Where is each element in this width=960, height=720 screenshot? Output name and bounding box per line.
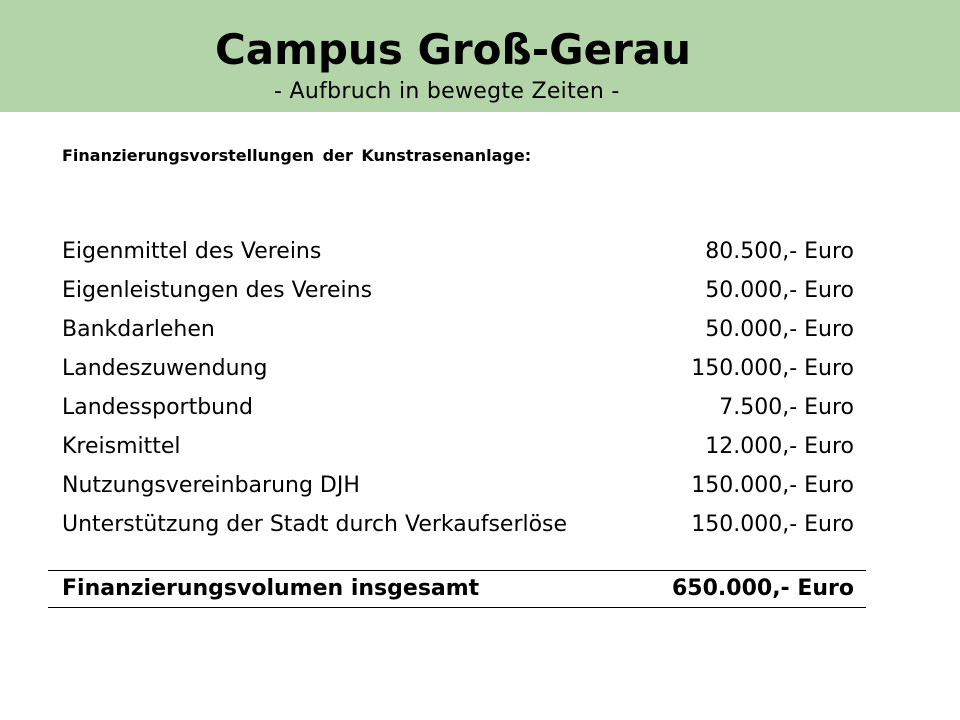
financing-row [48,427,866,466]
page-subtitle: - Aufbruch in bewegte Zeiten - [274,79,620,104]
financing-row [48,271,866,310]
row-label: Unterstützung der Stadt durch Verkaufserlöse [62,512,568,537]
financing-row [48,349,866,388]
row-label: Landeszuwendung [62,356,268,381]
total-amount: 650.000,- Euro [671,576,854,601]
page-title: Campus Groß-Gerau [214,25,692,74]
total-label: Finanzierungsvolumen insgesamt [62,576,480,601]
row-label: Eigenleistungen des Vereins [62,278,373,303]
row-amount: 150.000,- Euro [691,512,854,537]
financing-row [48,466,866,505]
row-amount: 50.000,- Euro [705,317,854,342]
row-amount: 150.000,- Euro [691,473,854,498]
row-label: Nutzungsvereinbarung DJH [62,473,360,498]
row-amount: 80.500,- Euro [705,239,854,264]
row-label: Kreismittel [62,434,181,459]
financing-row [48,388,866,427]
row-amount: 12.000,- Euro [705,434,854,459]
row-label: Eigenmittel des Vereins [62,239,322,264]
financing-row [48,310,866,349]
financing-row [48,505,866,544]
row-label: Landessportbund [62,395,254,420]
section-heading: Finanzierungsvorstellungen der Kunstrasenanlage: [62,146,532,165]
row-amount: 50.000,- Euro [705,278,854,303]
row-label: Bankdarlehen [62,317,215,342]
financing-row [48,232,866,271]
row-amount: 7.500,- Euro [719,395,854,420]
financing-total-row [48,570,866,608]
row-amount: 150.000,- Euro [691,356,854,381]
financing-table [48,232,866,544]
